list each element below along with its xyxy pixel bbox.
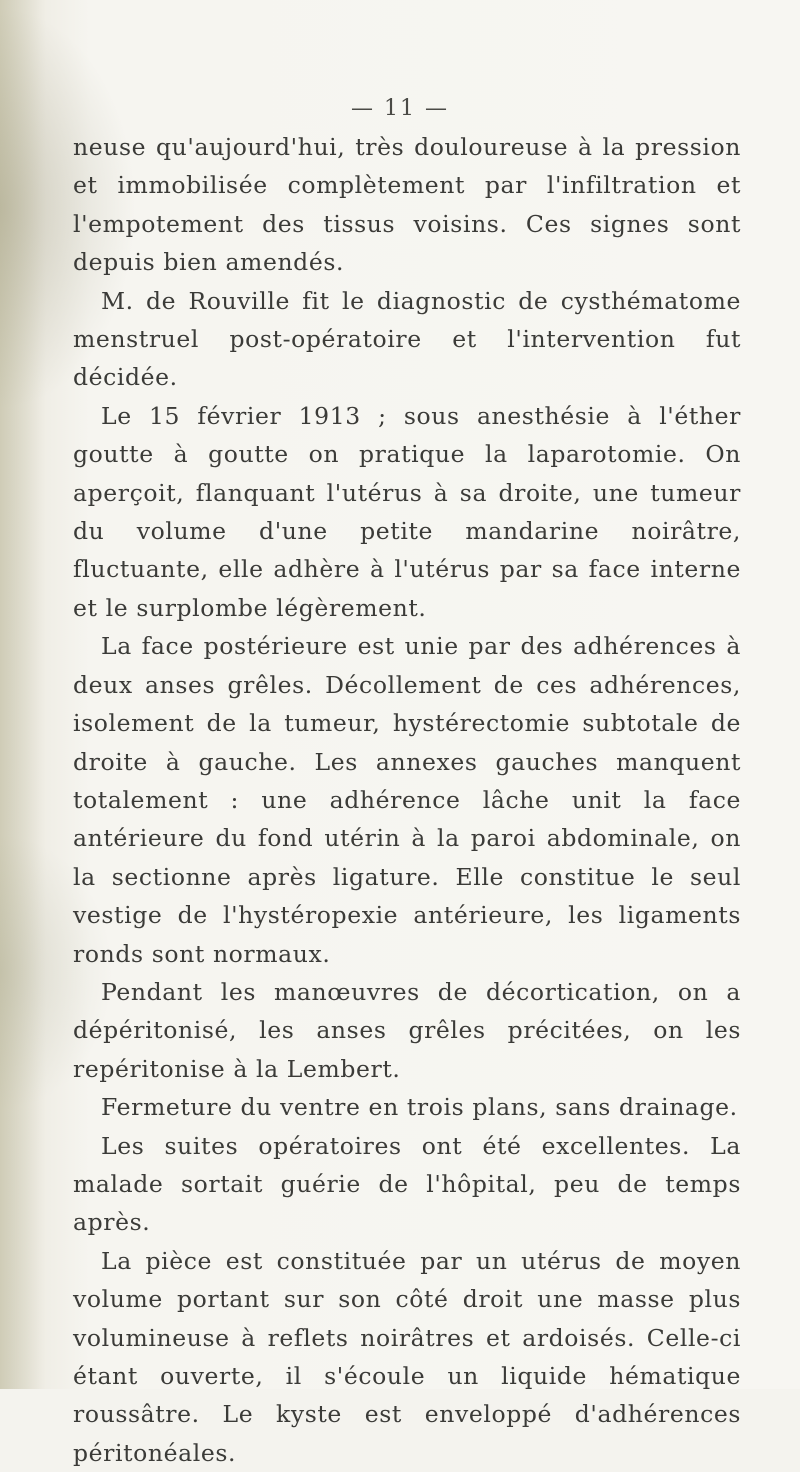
paragraph-8: La pièce est constituée par un utérus de moyen volume portant sur son côté droit une masse plus volumineuse à reflets noirâtres et ardoisés. Celle-ci étant ouverte, il s'écoule un liquide hématique roussâtre. Le kyste est enveloppé d'adhérences péritonéales.: [73, 1246, 741, 1467]
paragraph-3: Le 15 février 1913 ; sous anesthésie à l'éther goutte à goutte on pratique la laparotomie. On aperçoit, flanquant l'utérus à sa droite, une tumeur du volume d'une petite mandarine noirâtre, fluctuante, elle adhère à l'utérus par sa face interne et le surplombe légèrement.: [73, 401, 741, 622]
paragraph-4: La face postérieure est unie par des adhérences à deux anses grêles. Décollement de ces adhérences, isolement de la tumeur, hystérectomie subtotale de droite à gauche. Les annexes gauches manquent totalement : une adhérence lâche unit la face antérieure du fond utérin à la paroi abdominale, on la sectionne après ligature. Elle constitue le seul vestige de l'hystéropexie antérieure, les ligaments ronds sont normaux.: [73, 632, 741, 968]
page-number: — 11 —: [351, 96, 449, 121]
page-gutter-shadow: [0, 0, 46, 1389]
paragraph-2: M. de Rouville fit le diagnostic de cysthématome menstruel post-opératoire et l'intervention fut décidée.: [73, 286, 741, 392]
body-text: [73, 128, 741, 1472]
paragraph-5: Pendant les manœuvres de décortication, on a dépéritonisé, les anses grêles précitées, on les repéritonise à la Lembert.: [73, 977, 741, 1083]
paragraph-6: Fermeture du ventre en trois plans, sans drainage.: [101, 1093, 738, 1122]
paragraph-7: Les suites opératoires ont été excellentes. La malade sortait guérie de l'hôpital, peu de temps après.: [73, 1131, 741, 1237]
paragraph-1: neuse qu'aujourd'hui, très douloureuse à la pression et immobilisée complètement par l'infiltration et l'empotement des tissus voisins. Ces signes sont depuis bien amendés.: [73, 133, 741, 277]
